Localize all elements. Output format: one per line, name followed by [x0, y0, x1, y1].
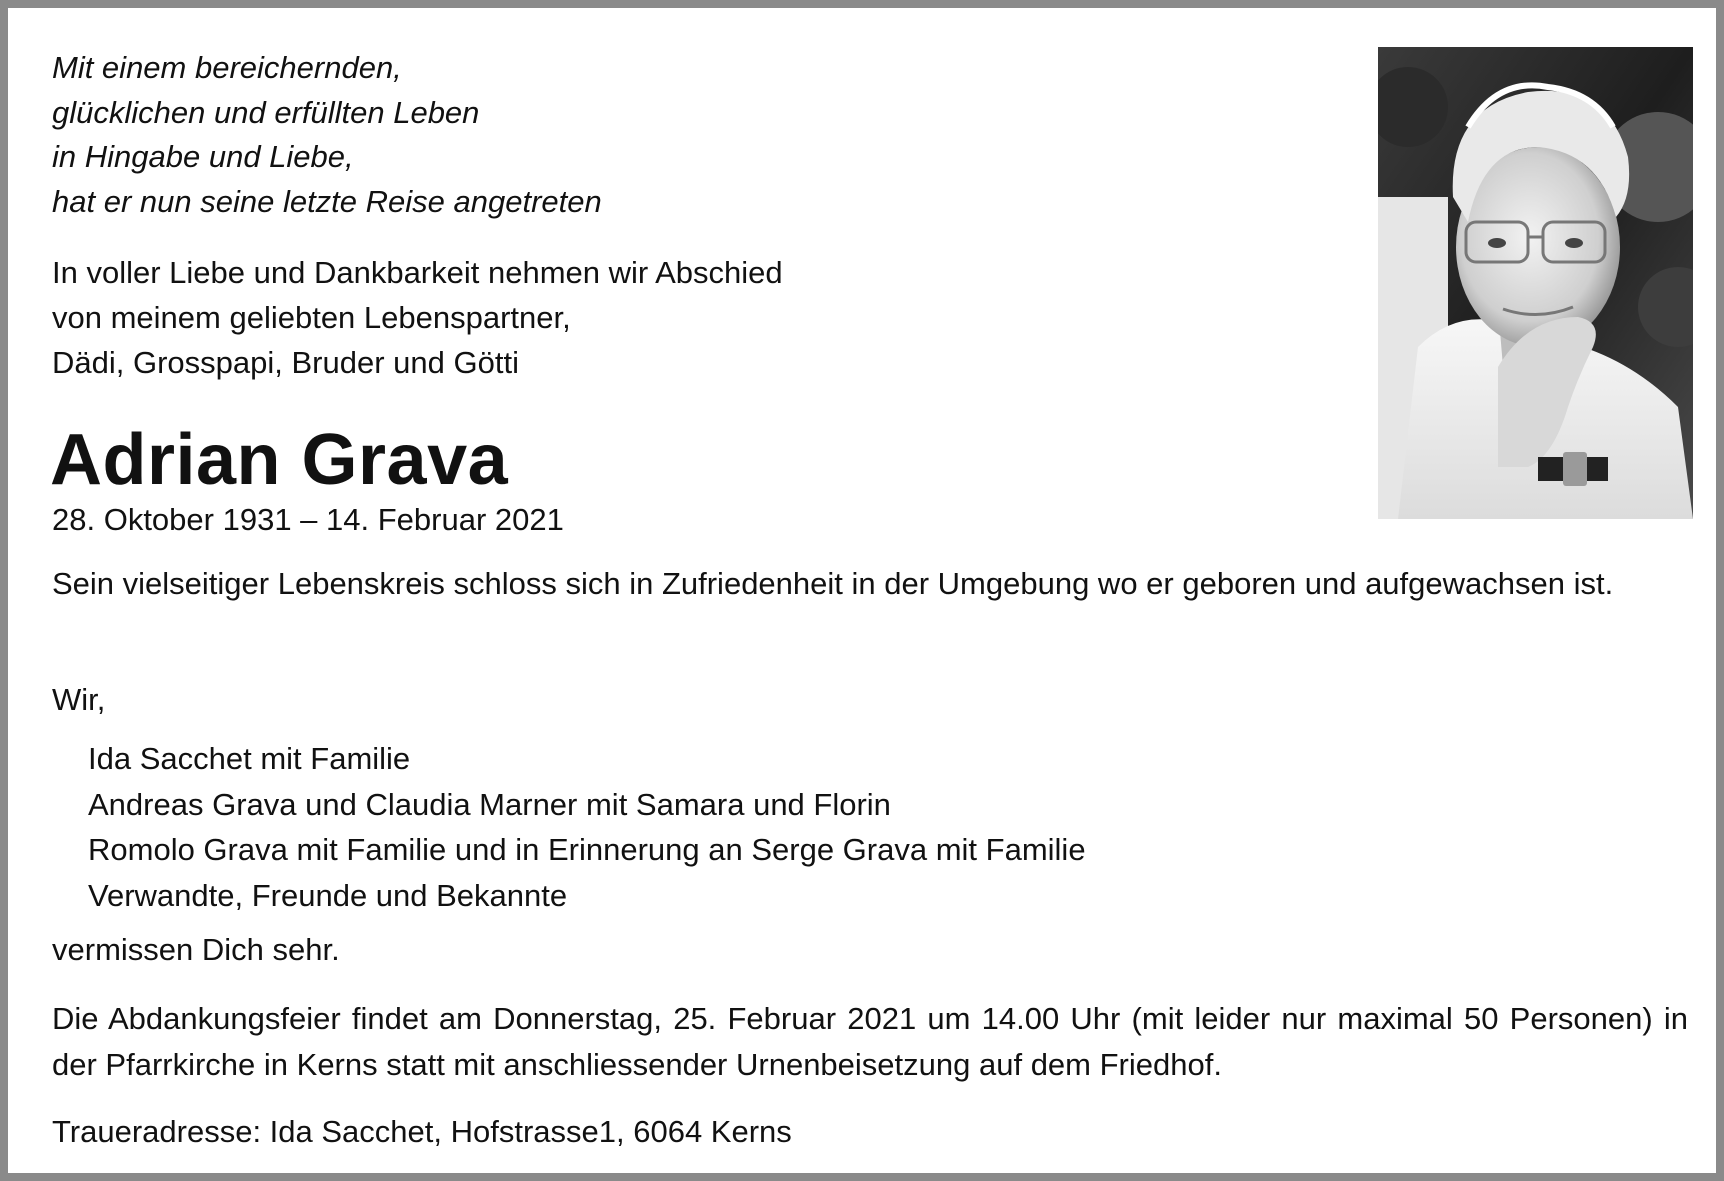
ceremony-text: Die Abdankungsfeier findet am Donnerstag, 25. Februar 2021 um 14.00 Uhr (mit leider nur maximal 50 Personen) in der Pfarrkirche in Kerns statt mit anschliessender Urnenbeisetzung auf dem Friedhof. [52, 1001, 1688, 1082]
family-line: Andreas Grava und Claudia Marner mit Samara und Florin [88, 786, 891, 822]
family-line: Romolo Grava mit Familie und in Erinnerung an Serge Grava mit Familie [88, 832, 1086, 867]
family-line: Verwandte, Freunde und Bekannte [88, 877, 568, 913]
mourners-closing: vermissen Dich sehr. [52, 932, 340, 967]
motto-line: in Hingabe und Liebe, [52, 139, 354, 174]
portrait-photo-icon [1378, 47, 1693, 519]
family-line: Ida Sacchet mit Familie [88, 741, 411, 776]
intro-line: von meinem geliebten Lebenspartner, [52, 300, 571, 335]
intro-line: In voller Liebe und Dankbarkeit nehmen wir Abschied [52, 255, 783, 290]
mourning-address: Traueradresse: Ida Sacchet, Hofstrasse1, 6064 Kerns [52, 1114, 792, 1149]
family-list [88, 736, 1086, 918]
motto-line: Mit einem bereichernden, [52, 50, 402, 85]
deceased-name: Adrian Grava [50, 420, 509, 500]
portrait-photo [1378, 47, 1693, 519]
intro [52, 250, 783, 385]
motto [52, 46, 602, 224]
life-text: Sein vielseitiger Lebenskreis schloss sich in Zufriedenheit in der Umgebung wo er geboren und aufgewachsen ist. [52, 566, 1614, 601]
mourners-lead: Wir, [52, 682, 106, 717]
motto-line: hat er nun seine letzte Reise angetreten [52, 183, 602, 219]
life-dates: 28. Oktober 1931 – 14. Februar 2021 [52, 502, 564, 537]
motto-line: glücklichen und erfüllten Leben [52, 94, 480, 130]
intro-line: Dädi, Grosspapi, Bruder und Götti [52, 345, 519, 380]
